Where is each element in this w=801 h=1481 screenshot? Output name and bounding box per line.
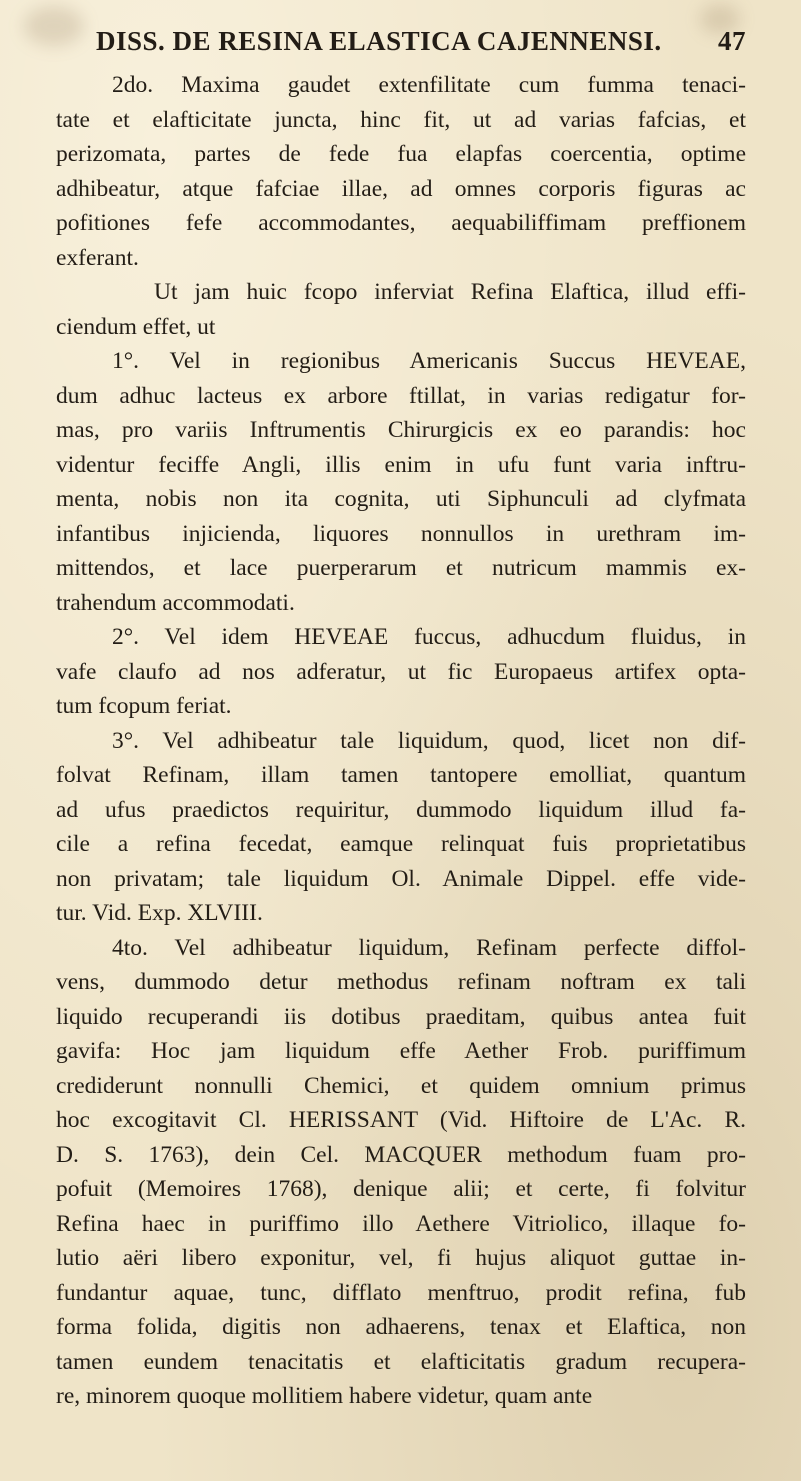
running-head bbox=[96, 20, 746, 62]
text-line: Ut jam huic fcopo inferviat Refina Elaftica, illud effi- bbox=[154, 279, 746, 305]
text-line: mas, pro variis Inftrumentis Chirurgicis ex eo parandis: hoc bbox=[56, 417, 746, 443]
text-line: pofuit (Memoires 1768), denique alii; et certe, fi folvitur bbox=[56, 1176, 746, 1202]
text-line: lutio aëri libero exponitur, vel, fi hujus aliquot guttae in- bbox=[56, 1245, 746, 1271]
text-line: 3°. Vel adhibeatur tale liquidum, quod, licet non dif- bbox=[112, 727, 746, 754]
paper-stain bbox=[24, 6, 84, 46]
text-line: cile a refina fecedat, eamque relinquat fuis proprietatibus bbox=[56, 831, 746, 857]
text-line: vafe claufo ad nos adferatur, ut fic Europaeus artifex opta- bbox=[56, 658, 746, 685]
text-line: gavifa: Hoc jam liquidum effe Aether Frob. puriffimum bbox=[56, 1038, 746, 1064]
text-line: adhibeatur, atque fafciae illae, ad omnes corporis figuras ac bbox=[56, 175, 746, 202]
text-line: ad ufus praedictos requiritur, dummodo liquidum illud fa- bbox=[56, 796, 746, 823]
text-line: 4to. Vel adhibeatur liquidum, Refinam perfecte diffol- bbox=[112, 934, 746, 961]
text-line: menta, nobis non ita cognita, uti Siphunculi ad clyfmata bbox=[56, 486, 746, 512]
text-line: trahendum accommodati. bbox=[56, 589, 295, 616]
page-number: 47 bbox=[718, 26, 746, 56]
text-line: ciendum effet, ut bbox=[56, 313, 216, 340]
text-line: tum fcopum feriat. bbox=[56, 693, 232, 719]
text-line: infantibus injicienda, liquores nonnullos in urethram im- bbox=[56, 520, 746, 547]
text-line: forma folida, digitis non adhaerens, tenax et Elaftica, non bbox=[56, 1314, 746, 1340]
text-line: re, minorem quoque mollitiem habere videtur, quam ante bbox=[56, 1383, 593, 1409]
text-line: vens, dummodo detur methodus refinam noftram ex tali bbox=[56, 969, 746, 995]
text-line: fundantur aquae, tunc, difflato menftruo, prodit refina, fub bbox=[56, 1279, 746, 1306]
text-line: tate et elafticitate juncta, hinc fit, ut ad varias fafcias, et bbox=[56, 106, 746, 133]
text-line: hoc excogitavit Cl. HERISSANT (Vid. Hiftoire de L'Ac. R. bbox=[56, 1107, 746, 1133]
text-line: 2do. Maxima gaudet extenfilitate cum fumma tenaci- bbox=[112, 72, 746, 98]
text-line: tamen eundem tenacitatis et elafticitatis gradum recupera- bbox=[56, 1348, 746, 1375]
text-line: Refina haec in puriffimo illo Aethere Vitriolico, illaque fo- bbox=[56, 1210, 746, 1237]
text-line: non privatam; tale liquidum Ol. Animale Dippel. effe vide- bbox=[56, 865, 746, 892]
text-line: videntur feciffe Angli, illis enim in ufu funt varia inftru- bbox=[56, 451, 746, 478]
text-line: tur. Vid. Exp. XLVIII. bbox=[56, 900, 263, 926]
text-line: mittendos, et lace puerperarum et nutricum mammis ex- bbox=[56, 555, 746, 581]
text-line: 2°. Vel idem HEVEAE fuccus, adhucdum fluidus, in bbox=[112, 624, 746, 650]
text-line: D. S. 1763), dein Cel. MACQUER methodum fuam pro- bbox=[56, 1141, 746, 1168]
text-line: crediderunt nonnulli Chemici, et quidem omnium primus bbox=[56, 1072, 746, 1099]
text-line: liquido recuperandi iis dotibus praeditam, quibus antea fuit bbox=[56, 1003, 746, 1030]
text-line: dum adhuc lacteus ex arbore ftillat, in varias redigatur for- bbox=[56, 382, 746, 409]
body-text bbox=[56, 68, 746, 1414]
text-line: 1°. Vel in regionibus Americanis Succus HEVEAE, bbox=[112, 348, 746, 374]
text-line: exferant. bbox=[56, 244, 139, 271]
text-line: pofitiones fefe accommodantes, aequabiliffimam preffionem bbox=[56, 210, 746, 236]
running-title: DISS. DE RESINA ELASTICA CAJENNENSI. bbox=[96, 26, 662, 56]
text-line: folvat Refinam, illam tamen tantopere emolliat, quantum bbox=[56, 762, 746, 788]
text-line: perizomata, partes de fede fua elapfas coercentia, optime bbox=[56, 141, 746, 167]
